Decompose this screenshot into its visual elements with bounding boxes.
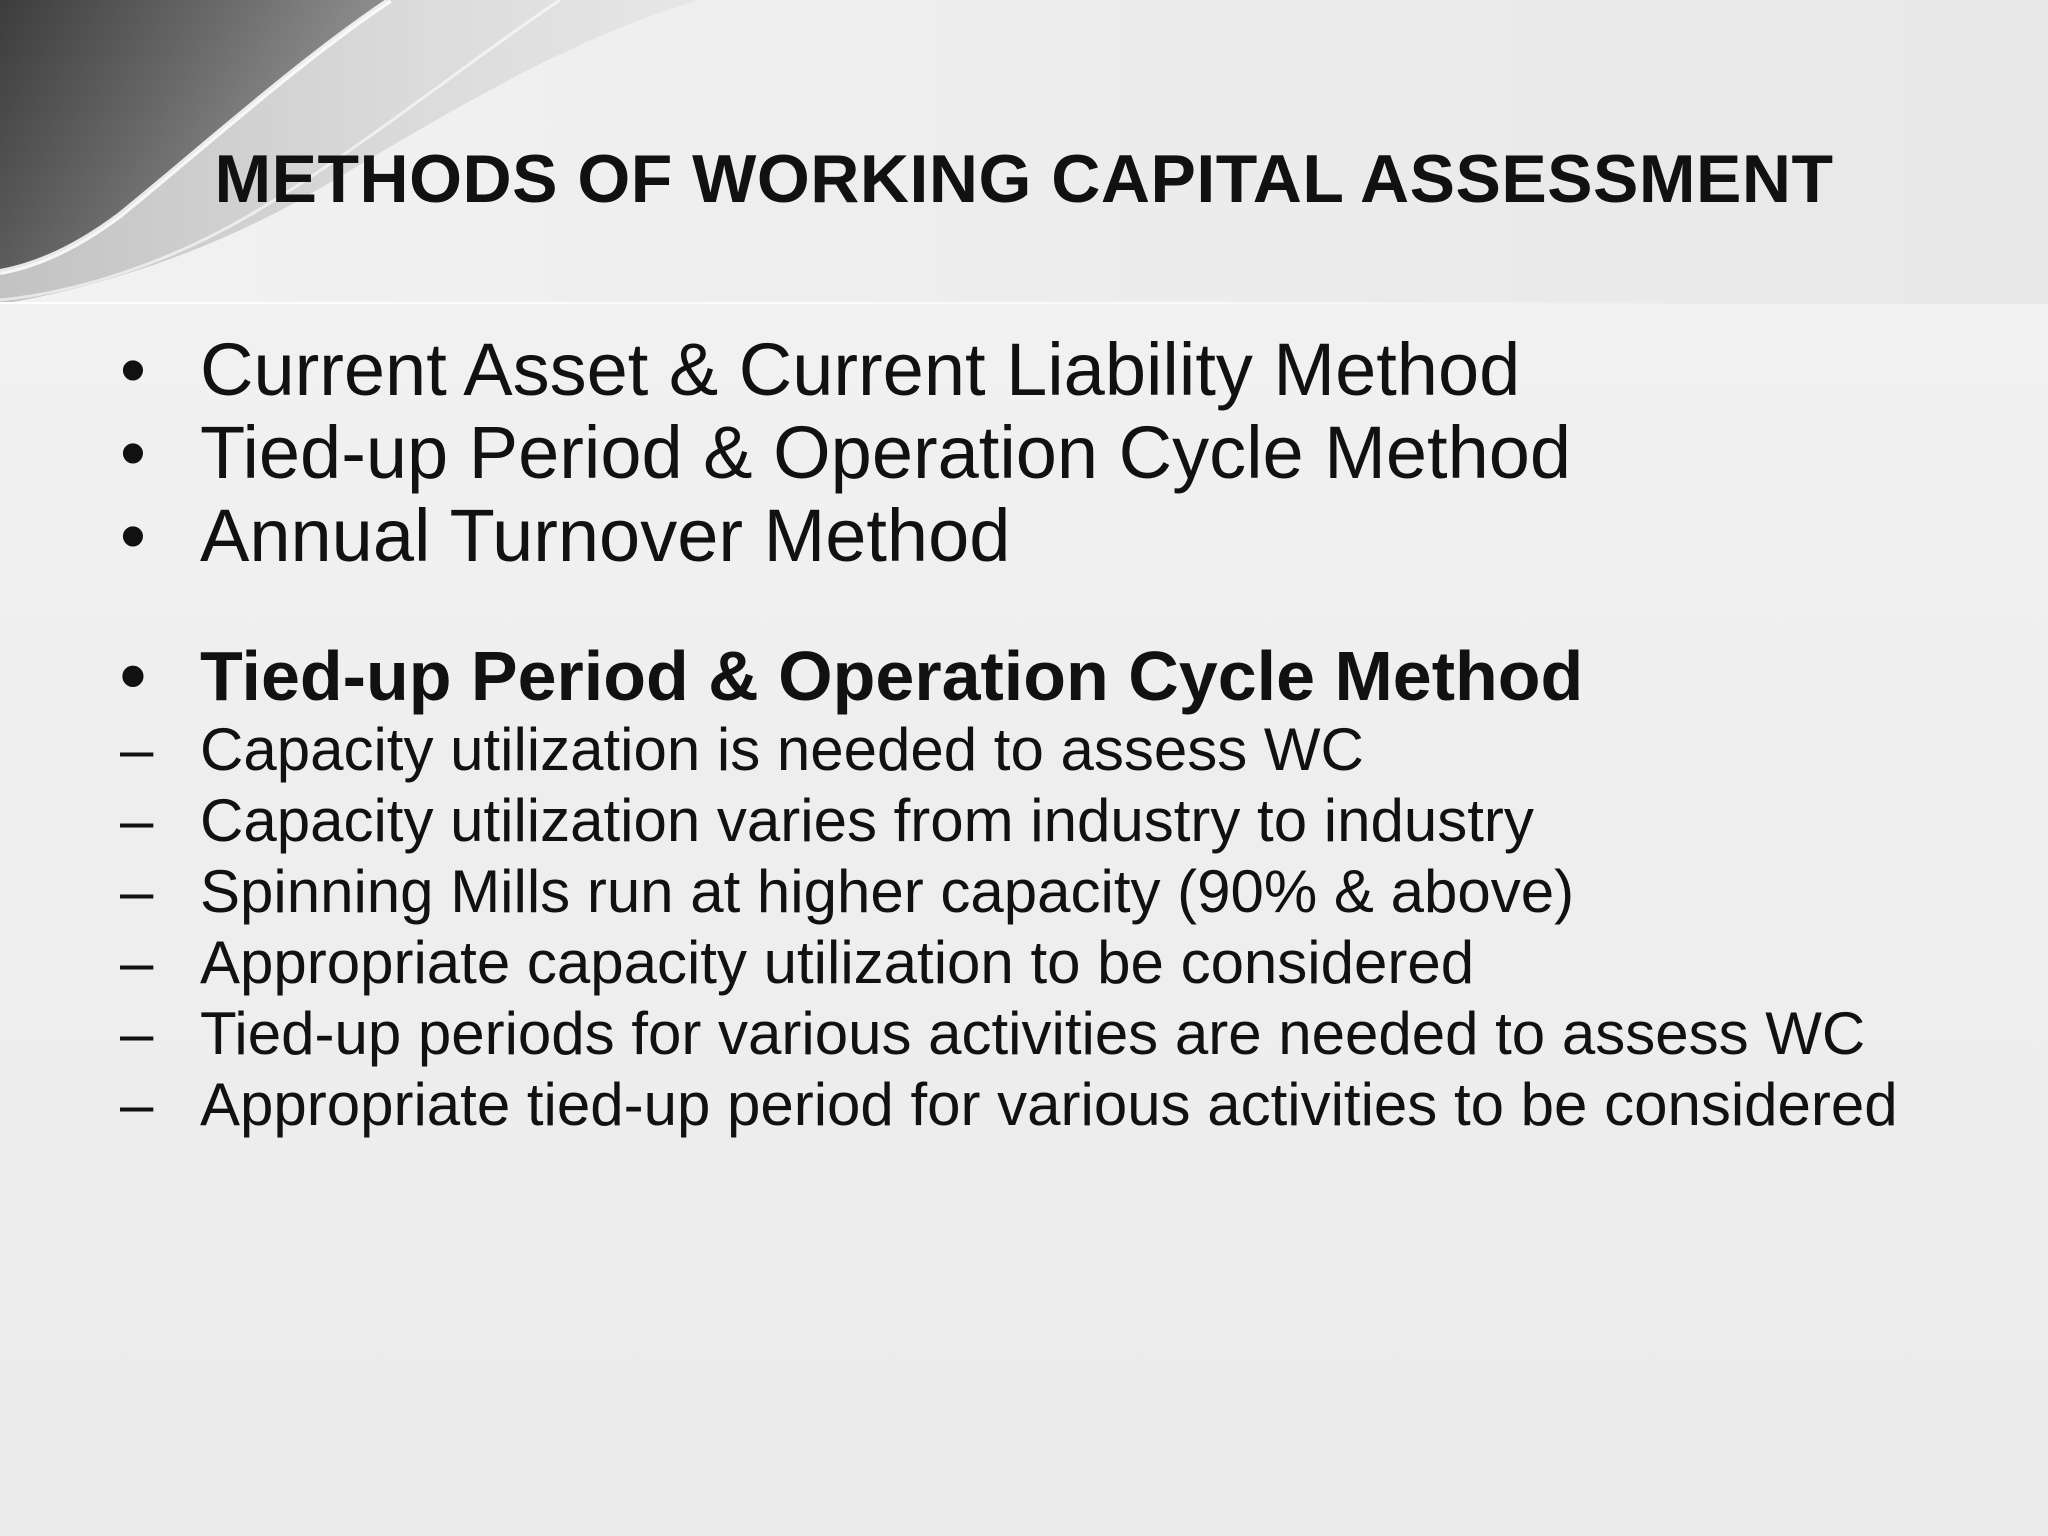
point-text: Appropriate capacity utilization to be considered: [200, 929, 1475, 996]
point-item: [120, 714, 1920, 785]
dash-icon: –: [120, 787, 154, 854]
bullet-icon: •: [120, 411, 146, 494]
spacer: [120, 577, 1920, 638]
point-item: [120, 785, 1920, 856]
point-text: Capacity utilization is needed to assess WC: [200, 716, 1364, 783]
title-divider: [0, 302, 1720, 304]
dash-icon: –: [120, 716, 154, 783]
point-item: [120, 998, 1920, 1069]
section-heading-label: Tied-up Period & Operation Cycle Method: [200, 637, 1584, 715]
point-item: [120, 927, 1920, 998]
dash-icon: –: [120, 1071, 154, 1138]
dash-icon: –: [120, 1000, 154, 1067]
method-label: Annual Turnover Method: [200, 494, 1011, 577]
method-label: Tied-up Period & Operation Cycle Method: [200, 411, 1572, 494]
section-heading: [120, 634, 1920, 717]
point-text: Tied-up periods for various activities are needed to assess WC: [200, 1000, 1866, 1067]
point-item: [120, 856, 1920, 927]
method-label: Current Asset & Current Liability Method: [200, 328, 1521, 411]
method-item: [120, 494, 1920, 577]
bullet-icon: •: [120, 634, 146, 717]
dash-icon: –: [120, 858, 154, 925]
slide-content: [120, 328, 1920, 1140]
bullet-icon: •: [120, 494, 146, 577]
point-text: Spinning Mills run at higher capacity (90% & above): [200, 858, 1575, 925]
point-item: [120, 1069, 1920, 1140]
method-item: [120, 411, 1920, 494]
dash-icon: –: [120, 929, 154, 996]
point-text: Appropriate tied-up period for various activities to be considered: [200, 1071, 1898, 1138]
title-band: [0, 0, 2048, 304]
bullet-icon: •: [120, 328, 146, 411]
point-text: Capacity utilization varies from industry to industry: [200, 787, 1534, 854]
slide-title: METHODS OF WORKING CAPITAL ASSESSMENT: [214, 141, 1834, 217]
method-item: [120, 328, 1920, 411]
